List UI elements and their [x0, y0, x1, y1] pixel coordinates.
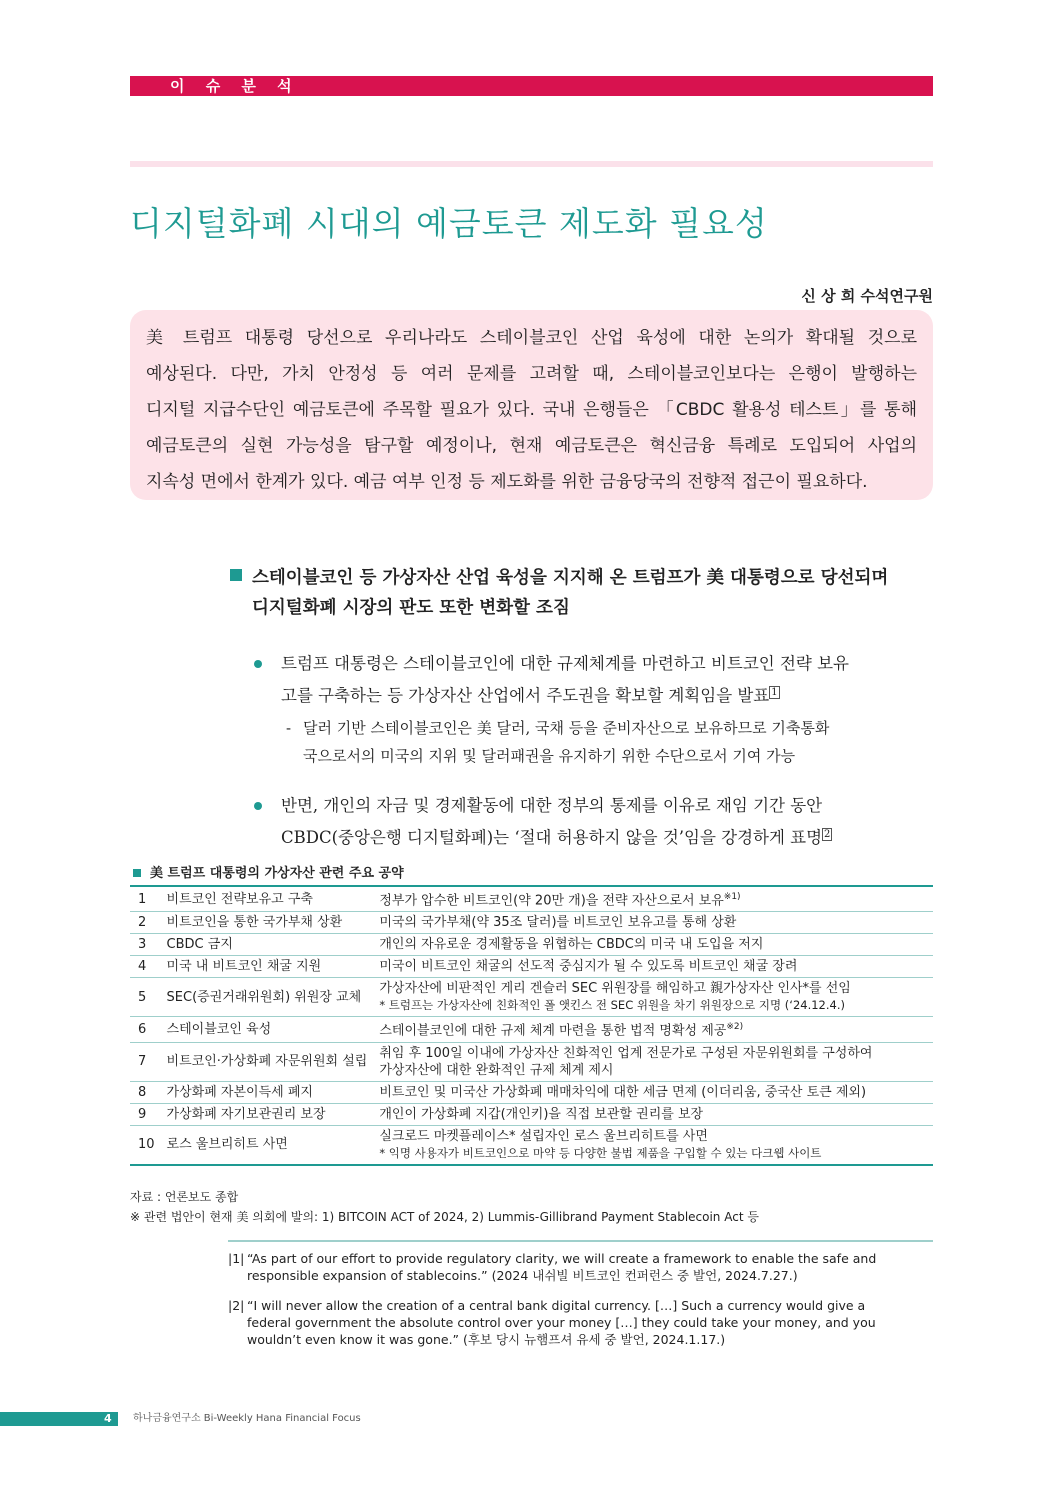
dash-line: 달러 기반 스테이블코인은 美 달러, 국채 등을 준비자산으로 보유하므로 기축통화	[303, 719, 830, 737]
row-desc	[373, 978, 933, 1017]
row-desc	[373, 1042, 933, 1081]
desc-text: 가상자산에 대한 완화적인 규제 체계 제시	[379, 1062, 614, 1078]
table-title: 美 트럼프 대통령의 가상자산 관련 주요 공약	[150, 866, 404, 881]
row-item: CBDC 금지	[161, 934, 374, 956]
footnote-line: responsible expansion of stablecoins.” (2024 내쉬빌 비트코인 컨퍼런스 중 발언, 2024.7.27.)	[247, 1268, 798, 1283]
footnote-line: “I will never allow the creation of a central bank digital currency. […] Such a currency would give a	[247, 1298, 866, 1313]
footnote-ref[interactable]: 1	[771, 686, 778, 698]
bullet-dot-icon	[254, 660, 262, 668]
bullet-line-text: CBDC(중앙은행 디지털화폐)는 ‘절대 허용하지 않을 것’임을 강경하게 표명	[281, 828, 823, 847]
bullet-dot-icon	[254, 802, 262, 810]
table-row	[130, 1103, 933, 1125]
table-row	[130, 934, 933, 956]
footnote-mark: |2|	[228, 1298, 245, 1313]
row-number: 2	[130, 912, 161, 934]
row-number: 3	[130, 934, 161, 956]
section-heading	[252, 563, 935, 623]
row-desc	[373, 1125, 933, 1165]
summary-box	[130, 310, 933, 500]
table-row	[130, 978, 933, 1017]
row-number: 6	[130, 1017, 161, 1042]
footnote	[247, 1297, 876, 1348]
table-row	[130, 886, 933, 912]
summary-line: 예상된다. 다만, 가치 안정성 등 여러 문제를 고려할 때, 스테이블코인보다는 은행이 발행하는	[146, 364, 917, 384]
row-desc	[373, 886, 933, 912]
table-row	[130, 1125, 933, 1165]
dash-line: 국으로서의 미국의 지위 및 달러패권을 유지하기 위한 수단으로서 기여 가능	[303, 747, 796, 765]
bullet-line	[281, 680, 849, 712]
desc-text: 취임 후 100일 이내에 가상자산 친화적인 업계 전문가로 구성된 자문위원회를 구성하여	[379, 1045, 873, 1061]
summary-line: 美 트럼프 대통령 당선으로 우리나라도 스테이블코인 산업 육성에 대한 논의가 확대될 것으로	[146, 328, 917, 348]
dash-item	[303, 714, 829, 770]
row-item: 비트코인 전략보유고 구축	[161, 886, 374, 912]
dash-marker: -	[286, 719, 292, 737]
desc-subnote: * 익명 사용자가 비트코인으로 마약 등 다양한 불법 제품을 구입할 수 있는 다크웹 사이트	[379, 1145, 822, 1160]
footnote-line: federal government the absolute control over your money […] they could take your money, and you	[247, 1315, 876, 1330]
footnote-ref[interactable]: 2	[824, 828, 831, 840]
footnote-divider	[228, 1240, 933, 1242]
author: 신 상 희 수석연구원	[801, 287, 933, 305]
title-divider	[130, 161, 933, 167]
row-item: 미국 내 비트코인 채굴 지원	[161, 956, 374, 978]
desc-text: 정부가 압수한 비트코인(약 20만 개)을 전략 자산으로서 보유	[379, 893, 724, 909]
pledge-table	[130, 885, 933, 1166]
desc-subnote: * 트럼프는 가상자산에 친화적인 폴 앳킨스 전 SEC 위원을 차기 위원장으로 지명 (‘24.12.4.)	[379, 998, 845, 1013]
row-number: 5	[130, 978, 161, 1017]
bullet-line: 트럼프 대통령은 스테이블코인에 대한 규제체계를 마련하고 비트코인 전략 보유	[281, 654, 849, 673]
bullet-line	[281, 822, 832, 854]
heading-line: 스테이블코인 등 가상자산 산업 육성을 지지해 온 트럼프가 美 대통령으로 당선되며	[252, 568, 889, 588]
heading-line: 디지털화폐 시장의 판도 또한 변화할 조짐	[252, 598, 570, 618]
row-desc: 개인의 자유로운 경제활동을 위협하는 CBDC의 미국 내 도입을 저지	[373, 934, 933, 956]
bullet-item	[281, 648, 849, 712]
row-number: 8	[130, 1081, 161, 1103]
table-row	[130, 1081, 933, 1103]
footnote-line: wouldn’t even know it was gone.” (후보 당시 뉴햄프셔 유세 중 발언, 2024.1.17.)	[247, 1332, 726, 1347]
page-title: 디지털화폐 시대의 예금토큰 제도화 필요성	[130, 204, 768, 243]
row-number: 4	[130, 956, 161, 978]
page-number: 4	[104, 1412, 112, 1425]
bullet-line: 반면, 개인의 자금 및 경제활동에 대한 정부의 통제를 이유로 재임 기간 동안	[281, 796, 823, 815]
table-row	[130, 912, 933, 934]
section-label: 이 슈 분 석	[170, 77, 300, 95]
row-number: 7	[130, 1042, 161, 1081]
table-row	[130, 1042, 933, 1081]
row-item: 스테이블코인 육성	[161, 1017, 374, 1042]
row-item: 비트코인을 통한 국가부채 상환	[161, 912, 374, 934]
desc-text: 스테이블코인에 대한 규제 체계 마련을 통한 법적 명확성 제공	[379, 1023, 727, 1039]
desc-text: 가상자산에 비판적인 게리 겐슬러 SEC 위원장를 해임하고 親가상자산 인사*를 선임	[379, 981, 851, 997]
desc-text: 실크로드 마켓플레이스* 설립자인 로스 울브리히트를 사면	[379, 1128, 708, 1144]
summary-line: 지속성 면에서 한계가 있다. 예금 여부 인정 등 제도화를 위한 금융당국의 전향적 접근이 필요하다.	[146, 472, 868, 492]
row-item: 로스 울브리히트 사면	[161, 1125, 374, 1165]
table-row	[130, 1017, 933, 1042]
square-bullet-icon	[230, 569, 242, 581]
summary-line: 예금토큰의 실현 가능성을 탐구할 예정이나, 현재 예금토큰은 혁신금융 특례로 도입되어 사업의	[146, 436, 917, 456]
table-note-mark: ※2)	[726, 1022, 744, 1033]
row-item: 가상화폐 자기보관권리 보장	[161, 1103, 374, 1125]
row-desc	[373, 1017, 933, 1042]
row-number: 1	[130, 886, 161, 912]
table-note-mark: ※1)	[723, 892, 741, 902]
row-number: 9	[130, 1103, 161, 1125]
bullet-line-text: 고를 구축하는 등 가상자산 산업에서 주도권을 확보할 계획임을 발표	[281, 686, 770, 705]
row-desc: 개인이 가상화폐 지갑(개인키)을 직접 보관할 권리를 보장	[373, 1103, 933, 1125]
footer-bar	[0, 1412, 118, 1426]
row-item: 비트코인·가상화폐 자문위원회 설립	[161, 1042, 374, 1081]
summary-line: 디지털 지급수단인 예금토큰에 주목할 필요가 있다. 국내 은행들은 「CBDC 활용성 테스트」를 통해	[146, 400, 917, 420]
footnote-line: “As part of our effort to provide regulatory clarity, we will create a framework to enable the safe and	[247, 1251, 877, 1266]
bullet-item	[281, 790, 832, 854]
row-desc: 비트코인 및 미국산 가상화폐 매매차익에 대한 세금 면제 (이더리움, 중국산 토큰 제외)	[373, 1081, 933, 1103]
table-note: ※ 관련 법안이 현재 美 의회에 발의: 1) BITCOIN ACT of 2024, 2) Lummis-Gillibrand Payment Stablecoin Act 등	[130, 1210, 759, 1224]
row-number: 10	[130, 1125, 161, 1165]
row-desc: 미국의 국가부채(약 35조 달러)를 비트코인 보유고를 통해 상환	[373, 912, 933, 934]
table-title-icon	[133, 869, 141, 877]
table-row	[130, 956, 933, 978]
footnote-mark: |1|	[228, 1251, 245, 1266]
row-item: SEC(증권거래위원회) 위원장 교체	[161, 978, 374, 1017]
footer-publication: 하나금융연구소 Bi-Weekly Hana Financial Focus	[133, 1413, 361, 1424]
footnote	[247, 1250, 876, 1284]
row-desc: 미국이 비트코인 채굴의 선도적 중심지가 될 수 있도록 비트코인 채굴 장려	[373, 956, 933, 978]
table-source: 자료 : 언론보도 종합	[130, 1190, 239, 1204]
row-item: 가상화폐 자본이득세 폐지	[161, 1081, 374, 1103]
